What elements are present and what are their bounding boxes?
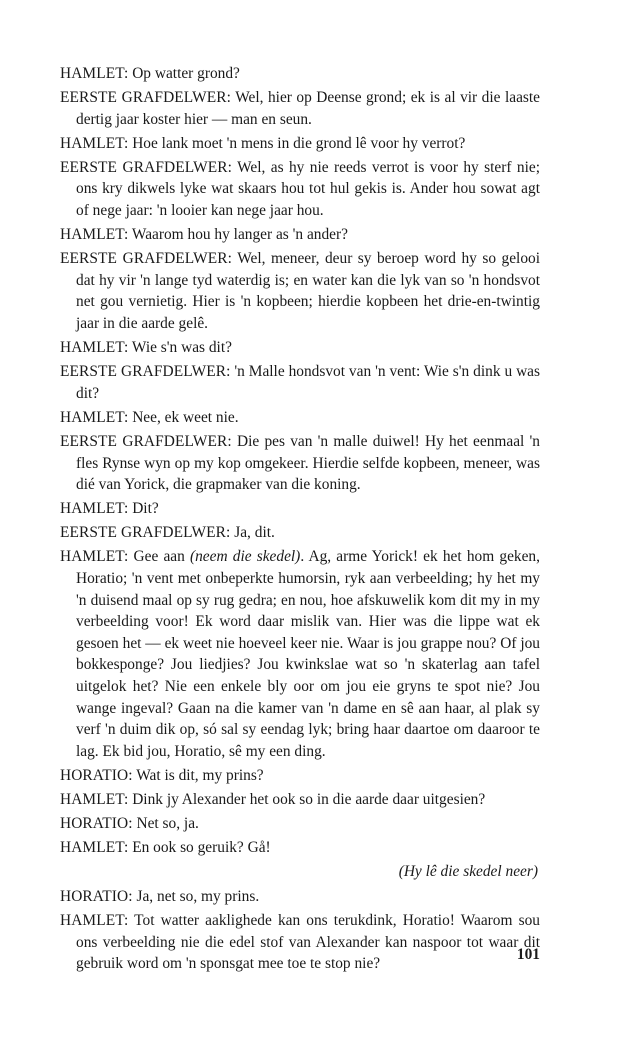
dialogue-line [60,886,540,908]
dialogue-line [60,522,540,544]
line-text: Wat is dit, my prins? [136,766,264,784]
speaker-name: HORATIO: [60,887,133,905]
line-text: Wel, hier op Deense grond; ek is al vir die laaste dertig jaar koster hier — man en seun. [76,89,540,128]
line-text: Ja, net so, my prins. [136,887,260,905]
line-text: En ook so geruik? Gå! [132,839,271,857]
speaker-name: HAMLET: [60,65,129,82]
page-number: 101 [516,946,540,963]
speaker-name: HAMLET: [60,839,129,857]
line-text: Nee, ek weet nie. [132,408,239,426]
dialogue-line [60,224,540,246]
speaker-name: EERSTE GRAFDELWER: [60,250,233,268]
line-text: Die pes van 'n malle duiwel! Hy het eenmaal 'n fles Rynse wyn op my kop omgekeer. Hierdie selfde kopbeen, meneer, was dié van Yorick, die grapmaker van die koning. [76,433,541,494]
dialogue-block [60,63,540,977]
speaker-name: HAMLET: [60,911,129,929]
speaker-name: HORATIO: [60,766,133,784]
dialogue-line [60,431,540,496]
speaker-name: HAMLET: [60,500,129,518]
line-text: Wel, as hy nie reeds verrot is voor hy sterf nie; ons kry dikwels lyke wat skaars hou tot hul gekis is. Ander hou sowat agt of nege jaar: 'n looier kan nege jaar hou. [76,158,540,220]
speaker-name: EERSTE GRAFDELWER: [60,524,231,542]
speaker-name: HORATIO: [60,815,133,833]
line-text: Hoe lank moet 'n mens in die grond lê voor hy verrot? [132,134,466,152]
line-text: Dink jy Alexander het ook so in die aarde daar uitgesien? [132,791,486,808]
dialogue-line [60,361,540,404]
speaker-name: HAMLET: [60,226,129,244]
speaker-name: EERSTE GRAFDELWER: [60,89,232,107]
speaker-name: HAMLET: [60,548,129,566]
speaker-name: EERSTE GRAFDELWER: [60,158,232,176]
speaker-name: EERSTE GRAFDELWER: [60,433,232,450]
line-text: 'n Malle hondsvot van 'n vent: Wie s'n dink u was dit? [76,363,540,402]
dialogue-line [60,837,540,859]
dialogue-line [60,407,540,429]
dialogue-line [60,765,540,787]
dialogue-line [60,63,540,85]
line-text-pre: Gee aan [133,548,190,566]
dialogue-line [60,546,540,762]
speaker-name: HAMLET: [60,339,129,357]
line-text: Dit? [132,500,159,518]
dialogue-line [60,789,540,811]
dialogue-line [60,157,540,222]
line-text: Ja, dit. [234,524,275,542]
inline-stage-direction: (neem die skedel) [189,548,301,566]
dialogue-line [60,498,540,520]
line-text: Tot watter aaklighede kan ons terukdink, Horatio! Waarom sou ons verbeelding nie die edel stof van Alexander kan naspoor tot waar dit gebruik word om 'n sponsgat mee toe te stop nie? [76,911,540,973]
line-text: Wel, meneer, deur sy beroep word hy so gelooi dat hy vir 'n lange tyd waterdig is; en water kan die lyk van so 'n hondsvot net gou vernietig. Hier is 'n kopbeen; hierdie kopbeen het drie-en-twintig jaar in die aarde gelê. [76,250,540,333]
line-text: Waarom hou hy langer as 'n ander? [131,226,348,244]
line-text: Net so, ja. [136,815,199,833]
dialogue-line [60,813,540,835]
dialogue-line [60,248,540,334]
line-text: . Ag, arme Yorick! ek het hom geken, Horatio; 'n vent met onbeperkte humorsin, ryk aan verbeelding; hy het my 'n duisend maal op sy rug gedra; en nou, hoe afskuwelik kom dit my in my verbeelding voor! Ek word daar mislik van. Hier was die lippe wat ek gesoen het — ek weet nie hoeveel keer nie. Waar is jou grappe nou? Of jou bokkesponge? Jou liedjies? Jou kwinkslae wat so 'n skaterlag aan tafel uitgelok het? Nie een enkele bly oor om jou eie gryns te spot nie? Jou wange ingeval? Gaan na die kamer van 'n dame en sê aan haar, al plak sy verf 'n duim dik op, só sal sy eendag lyk; bring haar daartoe om daaroor te lag. Ek bid jou, Horatio, sê my een ding. [76,548,540,760]
line-text: Op watter grond? [132,65,240,82]
speaker-name: EERSTE GRAFDELWER: [60,363,231,381]
dialogue-line [60,133,540,155]
speaker-name: HAMLET: [60,134,129,152]
dialogue-line [60,87,540,130]
dialogue-line [60,910,540,975]
dialogue-line [60,337,540,359]
stage-direction: (Hy lê die skedel neer) [398,863,538,881]
line-text: Wie s'n was dit? [131,339,232,357]
speaker-name: HAMLET: [60,408,129,426]
speaker-name: HAMLET: [60,791,129,808]
